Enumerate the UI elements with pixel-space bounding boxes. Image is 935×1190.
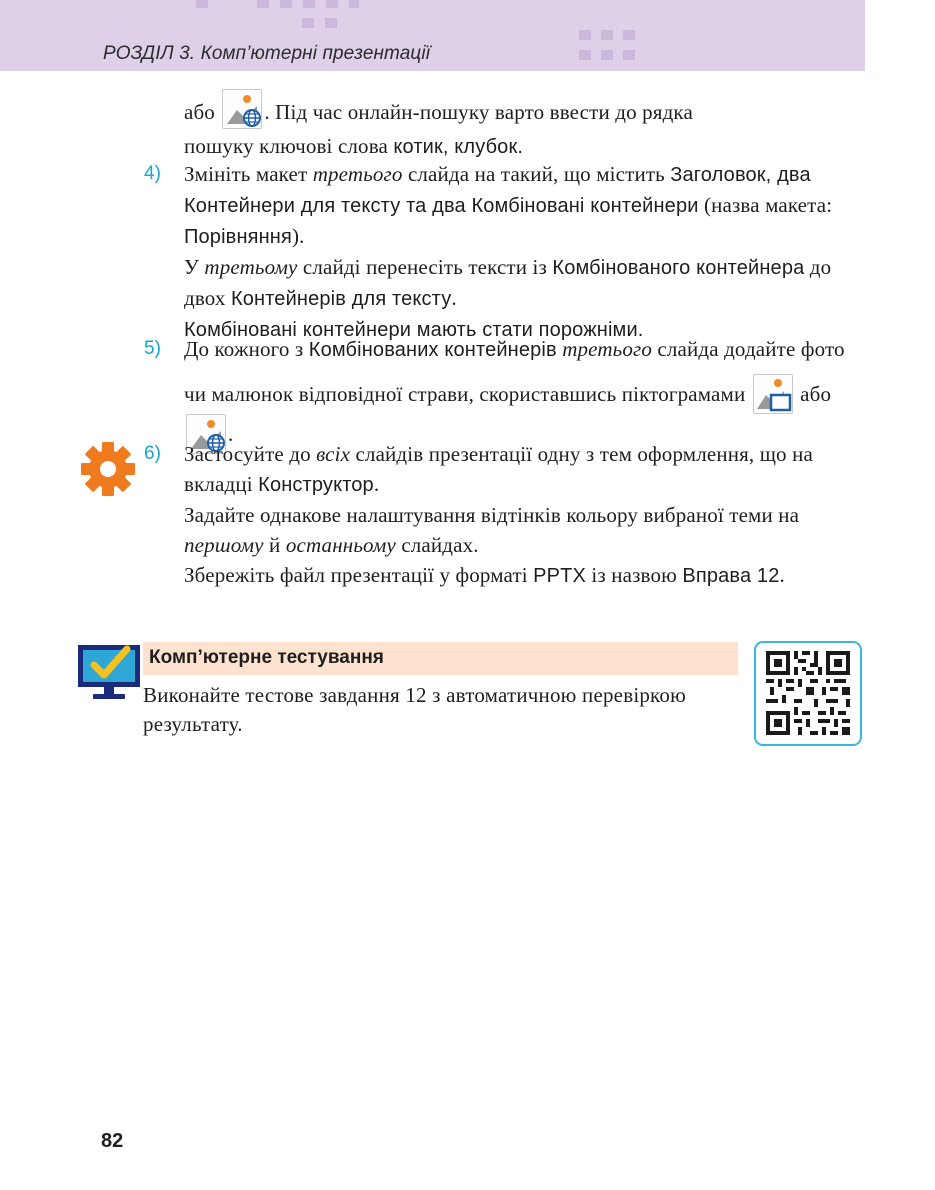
step4-text: Змініть макет третього слайда на такий, що містить Заголовок, два Контейнери для тексту та два Комбіновані контейнери (назва макета: Порівняння). У третьому слайді перенесіть тексти із Комбінованого контейнера до двох Контейнерів для тексту. Комбіновані контейнери мають стати порожніми. xyxy=(184,162,833,341)
gear-icon xyxy=(80,441,136,497)
chapter-header xyxy=(0,0,865,71)
step5-text: До кожного з Комбінованих контейнерів третього слайда додайте фото чи малюнок відповідної страви, скориставшись піктограмами або . xyxy=(184,334,861,454)
monitor-checkmark-icon xyxy=(77,643,141,701)
test-title: Комп’ютерне тестування xyxy=(149,647,384,668)
step6-text: Застосуйте до всіх слайдів презентації одну з тем оформлення, що на вкладці Конструктор. Задайте однакове налаштування відтінків кольору вибраної теми на першому й останньому слайдах. Збережіть файл презентації у форматі PPTX із назвою Вправа 12. xyxy=(184,442,813,587)
qr-code-icon xyxy=(756,643,860,744)
test-text: Виконайте тестове завдання 12 з автоматичною перевіркою результату. xyxy=(143,683,686,736)
picture-from-file-icon xyxy=(753,374,793,414)
page-number: 82 xyxy=(101,1130,124,1152)
qr-code-frame[interactable] xyxy=(754,641,862,746)
step-number-5: 5) xyxy=(144,338,161,359)
online-picture-icon xyxy=(222,89,262,129)
step-number-6: 6) xyxy=(144,443,161,464)
step3-continuation: або . Під час онлайн-пошуку варто ввести до рядка пошуку ключові слова котик, клубок. xyxy=(184,89,861,162)
chapter-title: РОЗДІЛ 3. Комп’ютерні презентації xyxy=(103,43,431,64)
step-number-4: 4) xyxy=(144,163,161,184)
